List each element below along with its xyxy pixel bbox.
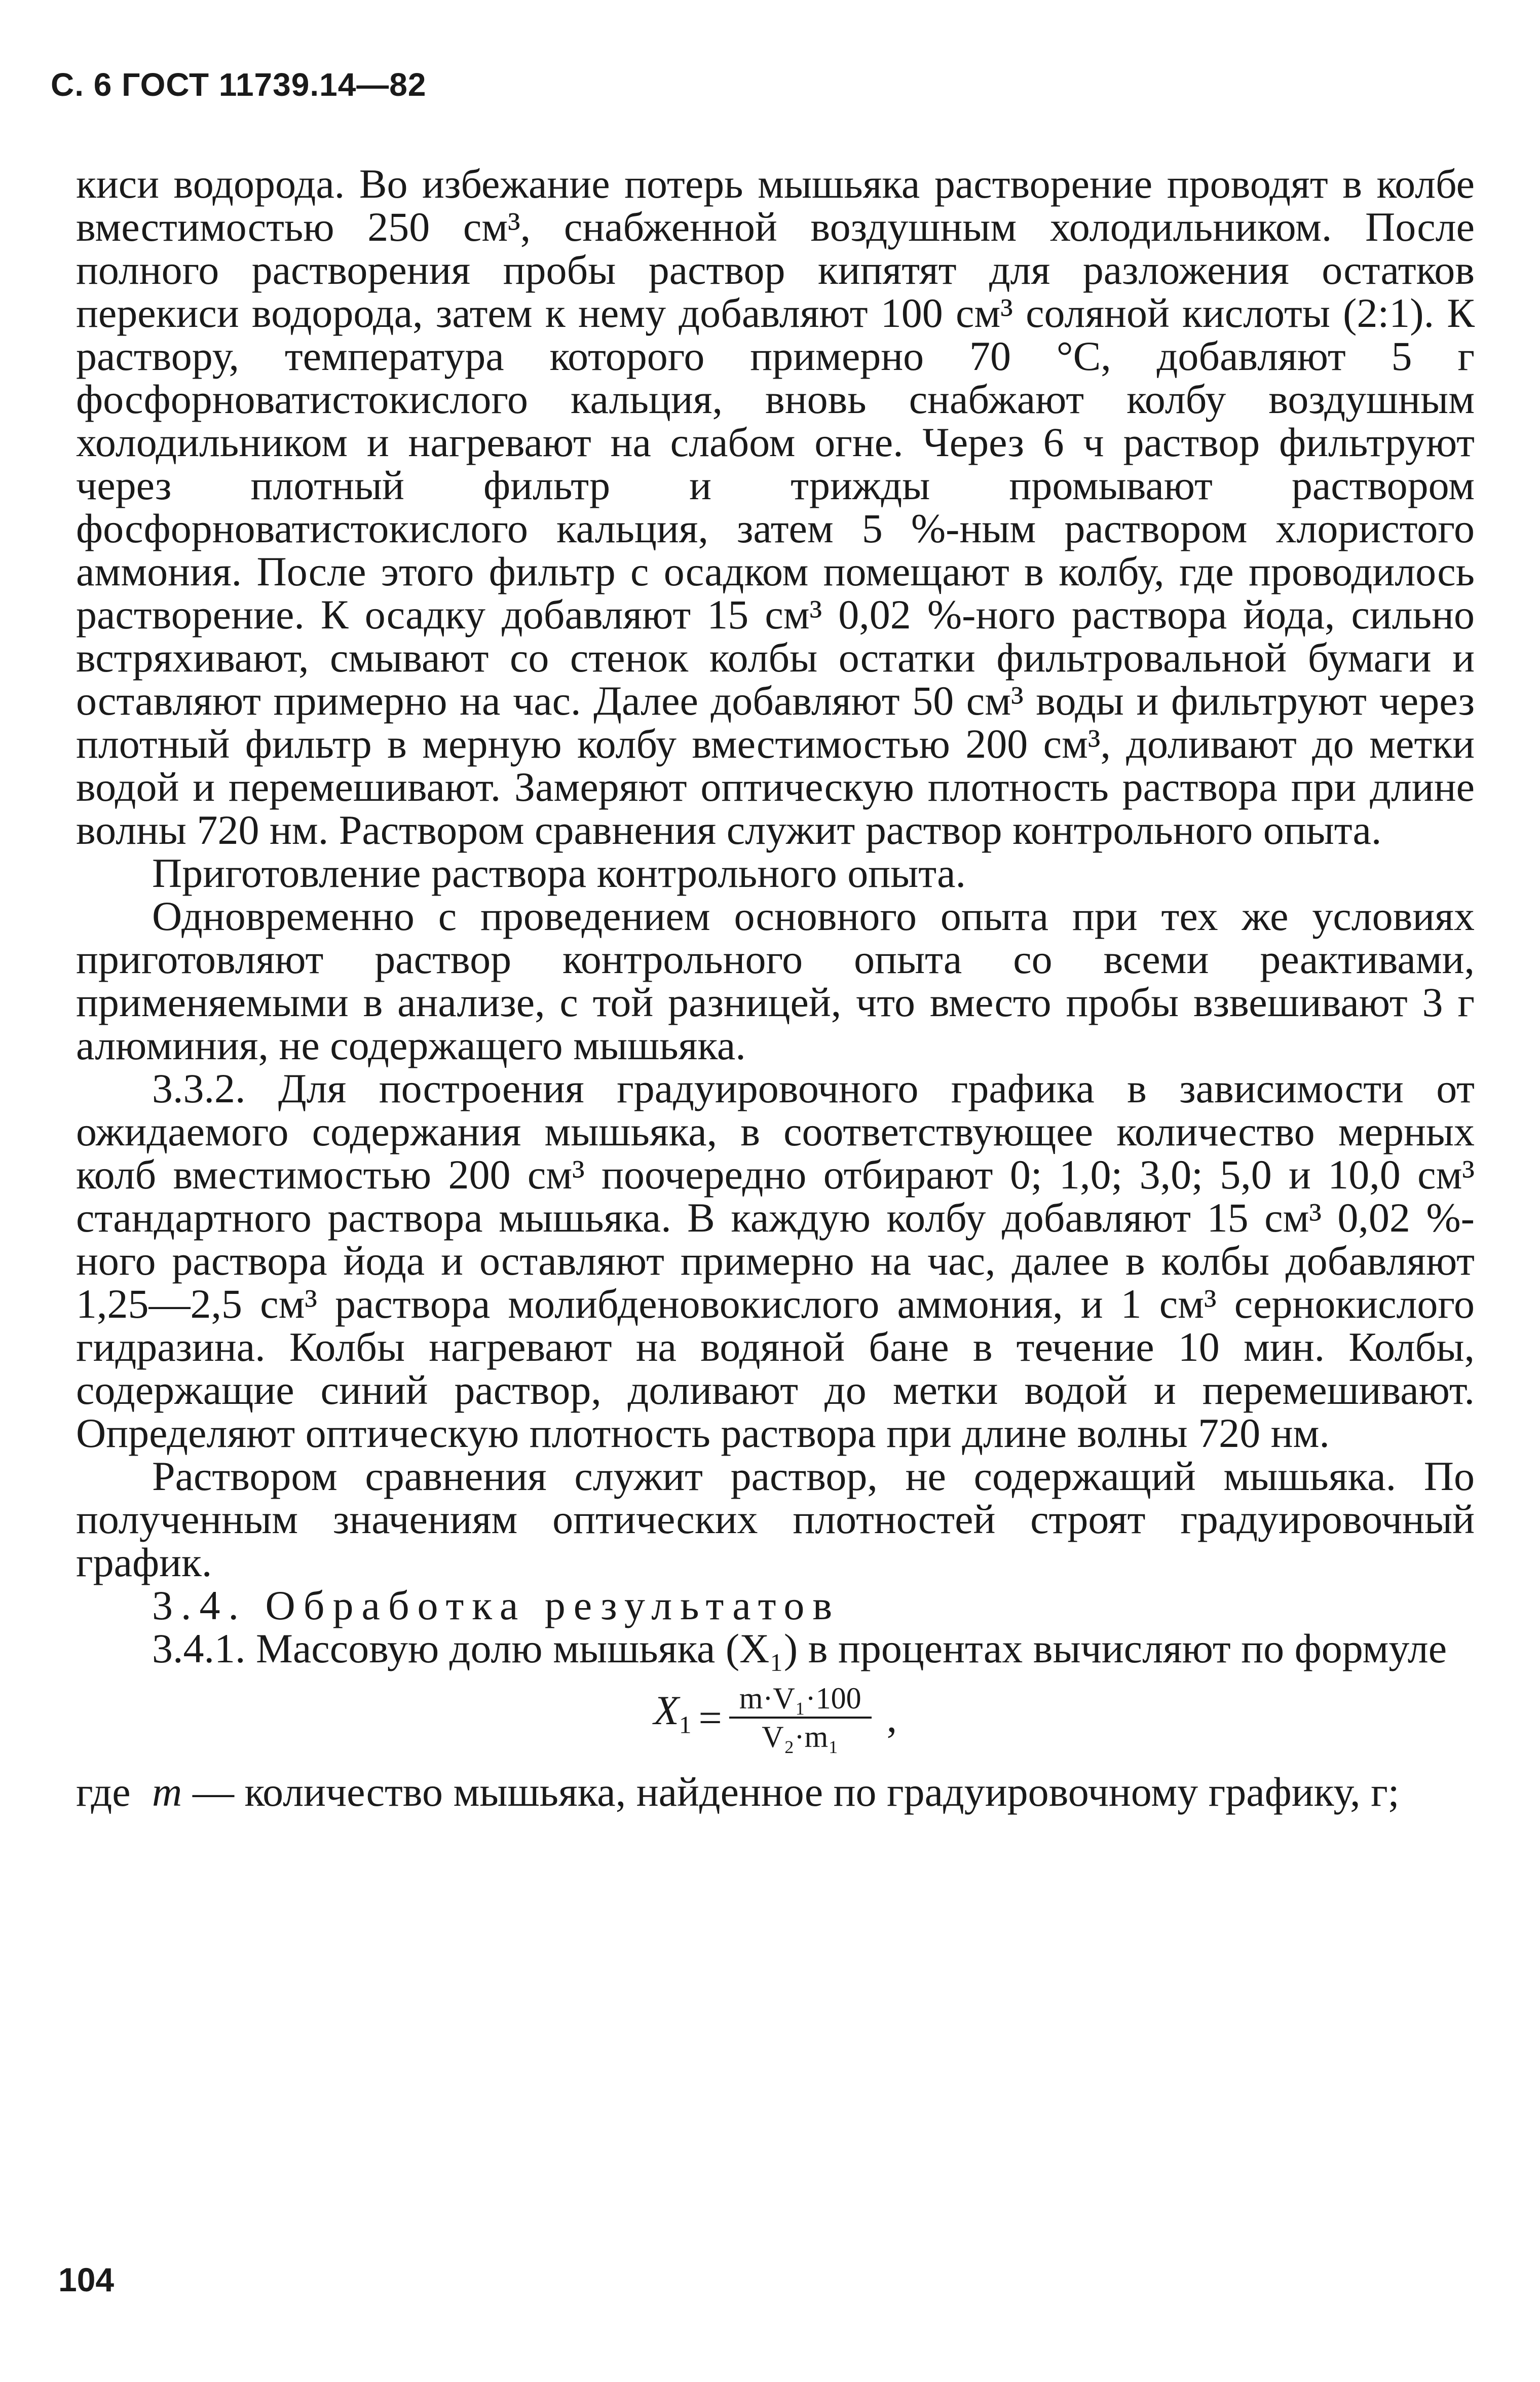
formula-x1 bbox=[76, 1680, 1475, 1755]
formula-numerator: m·V₁·100 bbox=[729, 1680, 872, 1719]
formula-lhs bbox=[654, 1689, 692, 1746]
paragraph-continuation: киси водорода. Во избежание потерь мышьяка растворение проводят в колбе вместимостью 250 см³, снабженной воздушным холодильником. После полного растворения пробы раствор кипятят для разложения остатков перекиси водорода, затем к нему добавляют 100 см³ соляной кислоты (2:1). К раствору, температура которого примерно 70 °С, добавляют 5 г фосфорноватистокислого кальция, вновь снабжают колбу воздушным холодильником и нагревают на слабом огне. Через 6 ч раствор фильтруют через плотный фильтр и трижды промывают раствором фосфорноватистокислого кальция, затем 5 %-ным раствором хлористого аммония. После этого фильтр с осадком помещают в колбу, где проводилось растворение. К осадку добавляют 15 см³ 0,02 %-ного раствора йода, сильно встряхивают, смывают со стенок колбы остатки фильтровальной бумаги и оставляют примерно на час. Далее добавляют 50 см³ воды и фильтруют через плотный фильтр в мерную колбу вместимостью 200 см³, доливают до метки водой и перемешивают. Замеряют оптическую плотность раствора при длине волны 720 нм. Раствором сравнения служит раствор контрольного опыта. bbox=[76, 161, 1475, 853]
paragraph-comparison: Раствором сравнения служит раствор, не содержащий мышьяка. По полученным значениям оптических плотностей строят градуировочный график. bbox=[76, 1453, 1475, 1585]
paragraph-3-4-1: 3.4.1. Массовую долю мышьяка (X₁) в процентах вычисляют по формуле bbox=[152, 1625, 1447, 1671]
running-header: С. 6 ГОСТ 11739.14—82 bbox=[51, 66, 427, 103]
where-word: где bbox=[76, 1769, 131, 1815]
formula-equals: = bbox=[698, 1694, 722, 1741]
formula-trailing-comma: , bbox=[886, 1694, 897, 1741]
where-symbol: m bbox=[152, 1769, 182, 1815]
paragraph-3-3-2: 3.3.2. Для построения градуировочного графика в зависимости от ожидаемого содержания мышьяка, в соответствующее количество мерных колб вместимостью 200 см³ поочередно отбирают 0; 1,0; 3,0; 5,0 и 10,0 см³ стандартного раствора мышьяка. В каждую колбу добавляют 15 см³ 0,02 %-ного раствора йода и оставляют примерно на час, далее в колбы добавляют 1,25—2,5 см³ раствора молибденовокислого аммония, и 1 см³ сернокислого гидразина. Колбы нагревают на водяной бане в течение 10 мин. Колбы, содержащие синий раствор, доливают до метки водой и перемешивают. Определяют оптическую плотность раствора при длине волны 720 нм. bbox=[76, 1065, 1475, 1456]
where-definition: — количество мышьяка, найденное по градуировочному графику, г; bbox=[193, 1769, 1400, 1815]
paragraph-control-procedure: Одновременно с проведением основного опыта при тех же условиях приготовляют раствор контрольного опыта со всеми реактивами, применяемыми в анализе, с той разницей, что вместо пробы взвешивают 3 г алюминия, не содержащего мышьяка. bbox=[76, 893, 1475, 1068]
where-clause bbox=[76, 1770, 1475, 1813]
formula-lhs-symbol: X bbox=[653, 1687, 679, 1734]
formula-denominator: V₂·m₁ bbox=[762, 1720, 839, 1754]
formula-lhs-subscript: 1 bbox=[679, 1710, 692, 1739]
body-text bbox=[76, 162, 1475, 1813]
formula-fraction bbox=[729, 1680, 872, 1755]
page-number: 104 bbox=[58, 2261, 115, 2298]
section-heading-3-4: 3.4. Обработка результатов bbox=[152, 1582, 841, 1628]
paragraph-control-heading: Приготовление раствора контрольного опыта. bbox=[152, 850, 966, 896]
